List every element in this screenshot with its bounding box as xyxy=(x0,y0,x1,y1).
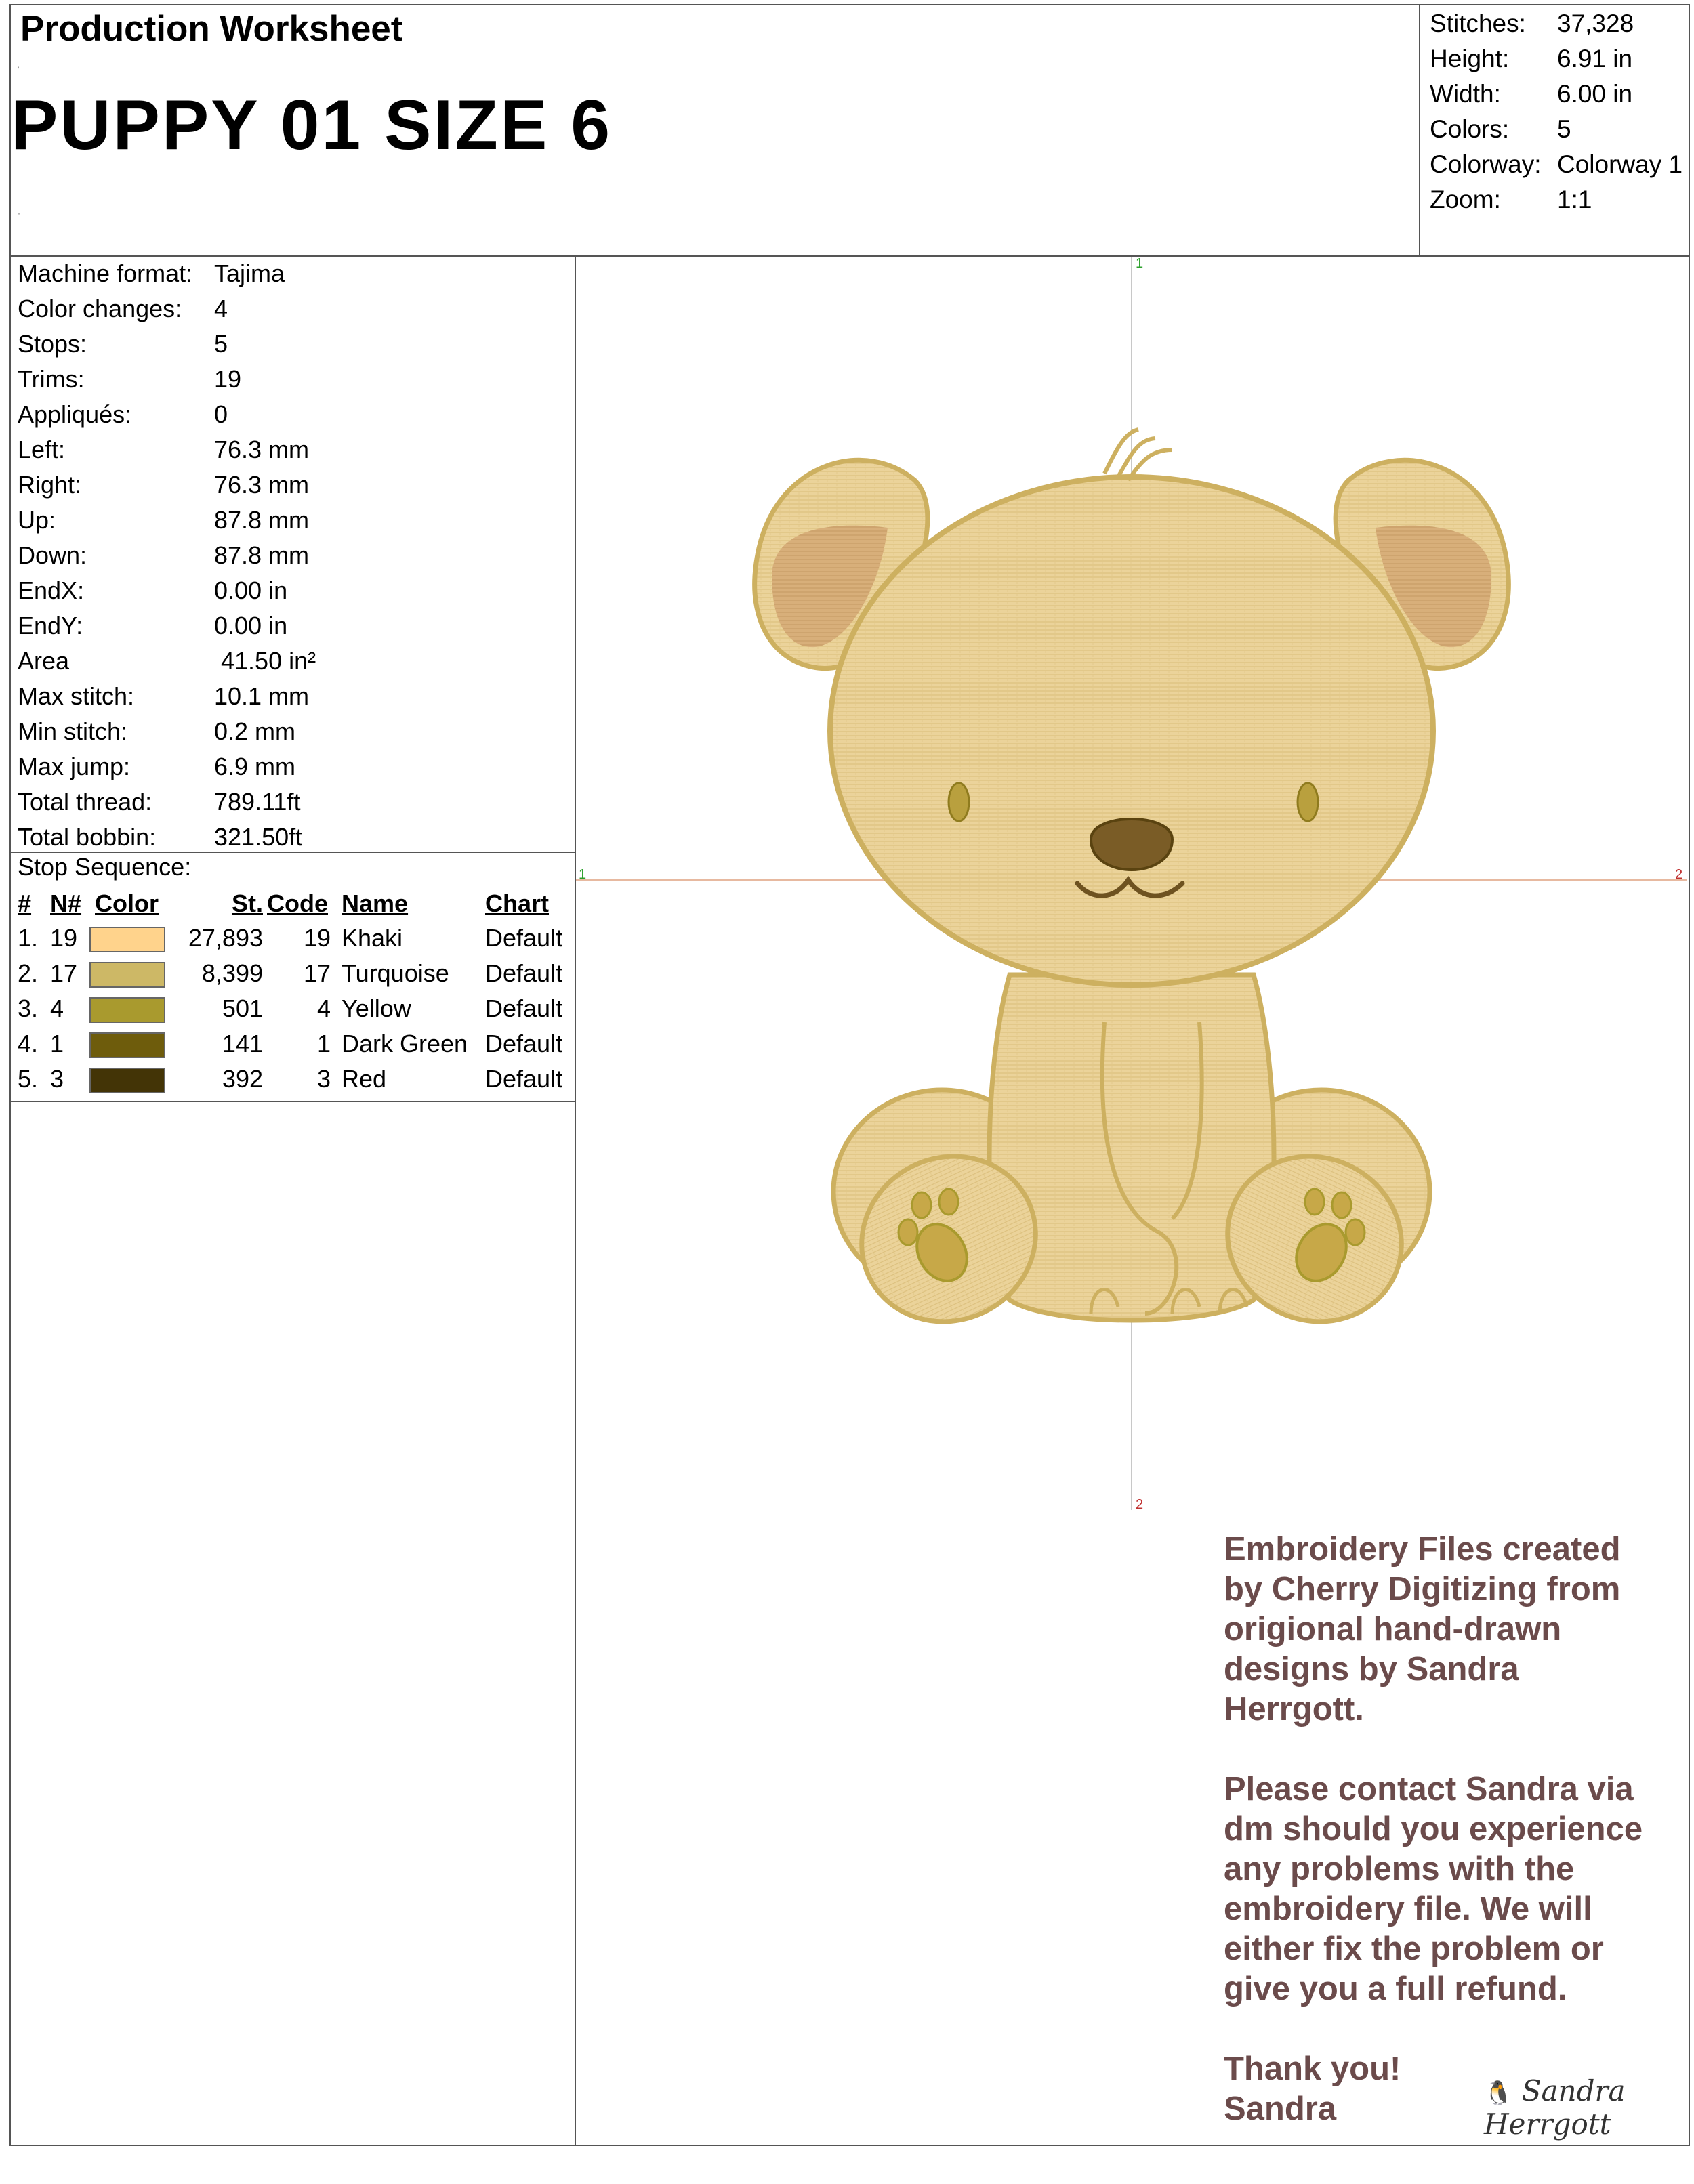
col-header-st: St. xyxy=(231,889,263,917)
info-row xyxy=(18,259,285,288)
axis-label-bottom: 2 xyxy=(1136,1497,1144,1512)
row-needle: 1 xyxy=(50,1030,64,1057)
info-row xyxy=(18,753,295,781)
info-label: Appliqués: xyxy=(18,400,132,428)
stat-colors xyxy=(1430,115,1571,144)
row-needle: 19 xyxy=(50,924,78,952)
info-row xyxy=(18,295,228,323)
info-label: Up: xyxy=(18,506,56,534)
table-row xyxy=(11,959,575,992)
table-row xyxy=(11,1065,575,1097)
row-stitches: 501 xyxy=(222,994,263,1022)
row-code: 1 xyxy=(316,1030,331,1057)
signature-logo xyxy=(1484,2074,1694,2141)
info-value: 19 xyxy=(214,365,242,393)
row-name: Turquoise xyxy=(342,959,449,987)
row-chart: Default xyxy=(485,959,563,987)
info-label: Stops: xyxy=(18,330,87,358)
row-stitches: 141 xyxy=(222,1030,263,1057)
info-label: Trims: xyxy=(18,365,85,393)
worksheet-header xyxy=(9,4,1420,257)
color-swatch xyxy=(89,997,165,1023)
table-row xyxy=(11,994,575,1027)
stat-label: Colorway: xyxy=(1430,150,1542,178)
info-row xyxy=(18,330,228,358)
info-label: Machine format: xyxy=(18,259,193,287)
stat-value: 37,328 xyxy=(1557,9,1634,37)
row-number: 4. xyxy=(18,1030,39,1057)
info-row xyxy=(18,647,316,675)
col-header-num: # xyxy=(18,889,32,917)
info-row xyxy=(18,717,295,746)
design-name: PUPPY 01 SIZE 6 xyxy=(11,86,613,165)
info-label: Left: xyxy=(18,436,66,463)
info-value: 76.3 mm xyxy=(214,471,310,499)
head xyxy=(830,477,1433,985)
row-name: Red xyxy=(342,1065,387,1093)
stat-zoom xyxy=(1430,186,1592,214)
info-label: Area xyxy=(18,647,70,675)
stat-colorway xyxy=(1430,150,1682,179)
row-name: Khaki xyxy=(342,924,403,952)
info-row xyxy=(18,682,309,711)
info-label: Down: xyxy=(18,541,87,569)
info-row xyxy=(18,576,287,605)
body xyxy=(989,975,1274,1320)
color-swatch xyxy=(89,927,165,952)
note-name: Sandra xyxy=(1224,2091,1337,2127)
note-paragraph-1: Embroidery Files created by Cherry Digitizing from origional hand-drawn designs by Sandra Herrgott. xyxy=(1224,1531,1621,1727)
stat-value: 6.91 in xyxy=(1557,45,1633,72)
info-row xyxy=(18,823,302,852)
axis-label-right: 2 xyxy=(1675,867,1683,882)
stat-value: 1:1 xyxy=(1557,186,1592,213)
info-value: 5 xyxy=(214,330,228,358)
info-label: Right: xyxy=(18,471,82,499)
design-stats-panel xyxy=(1419,4,1690,257)
info-label: Min stitch: xyxy=(18,717,128,745)
row-number: 3. xyxy=(18,994,39,1022)
info-row xyxy=(18,471,309,499)
row-name: Dark Green xyxy=(342,1030,468,1057)
info-value: 0.2 mm xyxy=(214,717,296,745)
stop-sequence-panel xyxy=(9,852,576,1102)
info-value: 789.11ft xyxy=(214,788,301,816)
row-code: 17 xyxy=(303,959,331,987)
table-row xyxy=(11,1030,575,1062)
info-value: 0.00 in xyxy=(214,612,288,639)
info-value: 10.1 mm xyxy=(214,682,310,710)
col-header-name: Name xyxy=(342,889,409,917)
row-code: 19 xyxy=(303,924,331,952)
info-label: Total thread: xyxy=(18,788,152,816)
row-stitches: 8,399 xyxy=(201,959,263,987)
stat-value: 5 xyxy=(1557,115,1571,143)
empty-left-column xyxy=(9,1101,576,2146)
col-header-code: Code xyxy=(267,889,328,917)
row-stitches: 392 xyxy=(222,1065,263,1093)
row-number: 5. xyxy=(18,1065,39,1093)
info-value: 0 xyxy=(214,400,228,428)
info-row xyxy=(18,506,309,534)
info-value: 76.3 mm xyxy=(214,436,310,463)
info-value: 41.50 in² xyxy=(214,647,316,675)
row-chart: Default xyxy=(485,924,563,952)
info-label: Max jump: xyxy=(18,753,131,780)
row-chart: Default xyxy=(485,1030,563,1057)
creator-note xyxy=(1224,1530,1657,2129)
row-code: 3 xyxy=(316,1065,331,1093)
col-header-n: N# xyxy=(50,889,82,917)
stat-width xyxy=(1430,80,1632,108)
info-value: 4 xyxy=(214,295,228,322)
info-label: EndX: xyxy=(18,576,85,604)
axis-label-left: 1 xyxy=(579,867,587,882)
info-row xyxy=(18,541,309,570)
note-thanks: Thank you! xyxy=(1224,2051,1401,2087)
axis-label-top: 1 xyxy=(1136,257,1144,271)
info-row xyxy=(18,788,300,816)
right-eye xyxy=(1298,783,1318,821)
left-eye xyxy=(949,783,969,821)
stat-label: Colors: xyxy=(1430,115,1510,143)
table-row xyxy=(11,924,575,957)
stop-sequence-title: Stop Sequence: xyxy=(18,853,192,881)
stat-value: 6.00 in xyxy=(1557,80,1633,108)
stat-stitches xyxy=(1430,9,1634,38)
col-header-color: Color xyxy=(95,889,159,917)
row-needle: 4 xyxy=(50,994,64,1022)
info-label: Max stitch: xyxy=(18,682,135,710)
stat-value: Colorway 1 xyxy=(1557,150,1683,178)
info-value: 0.00 in xyxy=(214,576,288,604)
row-code: 4 xyxy=(316,994,331,1022)
info-row xyxy=(18,400,228,429)
info-value: 87.8 mm xyxy=(214,506,310,534)
row-needle: 3 xyxy=(50,1065,64,1093)
worksheet-title: Production Worksheet xyxy=(20,9,403,49)
info-label: Total bobbin: xyxy=(18,823,157,851)
info-label: Color changes: xyxy=(18,295,182,322)
row-number: 1. xyxy=(18,924,39,952)
color-swatch xyxy=(89,1032,165,1058)
penguin-icon: 🐧 xyxy=(1484,2080,1513,2107)
color-swatch xyxy=(89,1068,165,1093)
stat-label: Stitches: xyxy=(1430,9,1526,37)
row-stitches: 27,893 xyxy=(188,924,263,952)
row-chart: Default xyxy=(485,1065,563,1093)
color-swatch xyxy=(89,962,165,988)
stat-label: Zoom: xyxy=(1430,186,1501,213)
row-needle: 17 xyxy=(50,959,78,987)
mark-dot: · xyxy=(18,209,20,218)
signature-text: Sandra Herrgott xyxy=(1484,2074,1626,2141)
row-name: Yellow xyxy=(342,994,411,1022)
info-value: 87.8 mm xyxy=(214,541,310,569)
stat-label: Width: xyxy=(1430,80,1501,108)
stat-height xyxy=(1430,45,1632,73)
info-value: Tajima xyxy=(214,259,285,287)
row-chart: Default xyxy=(485,994,563,1022)
machine-info-panel xyxy=(9,255,576,853)
row-number: 2. xyxy=(18,959,39,987)
mark-dot: ' xyxy=(18,65,20,75)
info-value: 6.9 mm xyxy=(214,753,296,780)
info-value: 321.50ft xyxy=(214,823,303,851)
info-row xyxy=(18,612,287,640)
nose xyxy=(1091,819,1172,870)
stat-label: Height: xyxy=(1430,45,1510,72)
note-paragraph-2: Please contact Sandra via dm should you experience any problems with the embroidery file. We will either fix the problem or give you a full refund. xyxy=(1224,1771,1643,2007)
info-row xyxy=(18,436,309,464)
info-label: EndY: xyxy=(18,612,83,639)
col-header-chart: Chart xyxy=(485,889,550,917)
info-row xyxy=(18,365,241,394)
